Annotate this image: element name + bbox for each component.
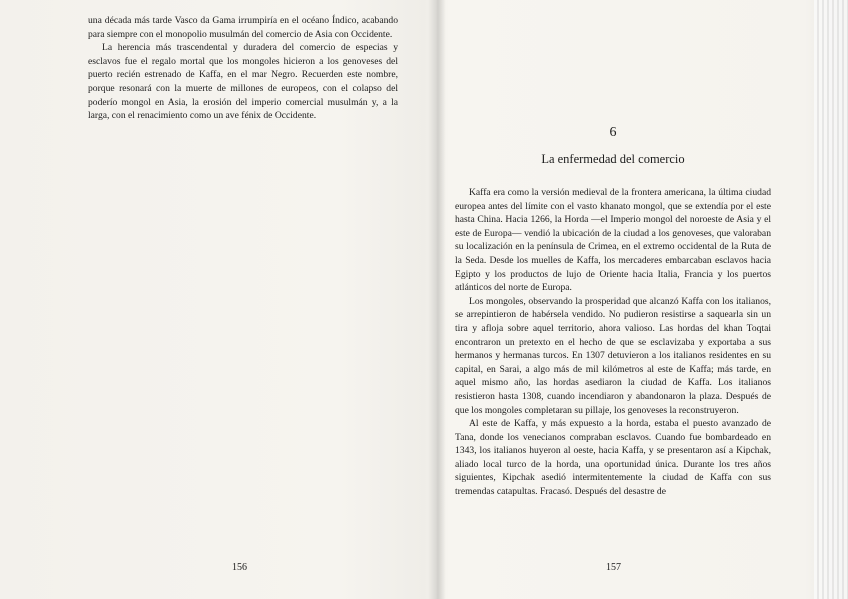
right-paragraph-3: Al este de Kaffa, y más expuesto a la horda, estaba el puesto avanzado de Tana, donde los venecianos compraban esclavos. Cuando fue bombardeado en 1343, los italianos huyeron al oeste, hacia Kaffa, y se presentaron así a Kipchak, aliado local turco de la horda, una oportunidad única. Durante los tres años siguientes, Kipchak asedió intermitentemente la ciudad de Kaffa con sus tremendas catapultas. Fracasó. Después del desastre de	[455, 418, 771, 498]
chapter-title: La enfermedad del comercio	[541, 152, 685, 166]
page-edges	[814, 0, 848, 599]
left-paragraph-1: una década más tarde Vasco da Gama irrumpiría en el océano Índico, acabando para siempre con el monopolio musulmán del comercio de Asia con Occidente.	[88, 15, 398, 40]
right-paragraph-2: Los mongoles, observando la prosperidad que alcanzó Kaffa con los italianos, se arrepintieron de habérsela vendido. No pudieron resistirse a saquearla sin un tira y afloja sobre aquel territorio, ahora valioso. Las hordas del khan Toqtai encontraron un pretexto en el hecho de que se esclavizaba y exportaba a sus hermanos y hermanas turcos. En 1307 detuvieron a los italianos residentes en su capital, en Sarai, a algo más de mil kilómetros al este de Kaffa; más tarde, en aquel mismo año, las hordas asediaron la ciudad de Kaffa. Los italianos resistieron hasta 1308, cuando incendiaron y abandonaron la plaza. Después de que los mongoles completaran su pillaje, los genoveses la reconstruyeron.	[455, 295, 771, 416]
left-page-number: 156	[232, 562, 247, 573]
left-page	[88, 14, 398, 123]
right-page-number: 157	[606, 562, 621, 573]
right-paragraph-1: Kaffa era como la versión medieval de la frontera americana, la última ciudad europea antes del límite con el vasto khanato mongol, que se extendía por el este hasta China. Hacia 1266, la Horda —el Imperio mongol del noroeste de Asia y el este de Europa— vendió la ubicación de la ciudad a los genoveses, que valoraban su localización en la península de Crimea, en el extremo occidental de la Ruta de la Seda. Desde los muelles de Kaffa, los mercaderes embarcaban esclavos hacia Egipto y los productos de lujo de Oriente hacia Italia, Francia y los puertos atlánticos del norte de Europa.	[455, 187, 771, 294]
chapter-number: 6	[609, 125, 617, 140]
right-page-body	[455, 186, 771, 499]
book-gutter	[428, 0, 446, 599]
left-paragraph-2: La herencia más trascendental y duradera del comercio de especias y esclavos fue el regalo mortal que los mongoles hicieron a los genoveses del puerto recién estrenado de Kaffa, en el mar Negro. Recuerden este nombre, porque resonará con la muerte de millones de europeos, con el colapso del poderío mongol en Asia, la erosión del imperio comercial musulmán y, a la larga, con el renacimiento como un ave fénix de Occidente.	[88, 42, 398, 122]
